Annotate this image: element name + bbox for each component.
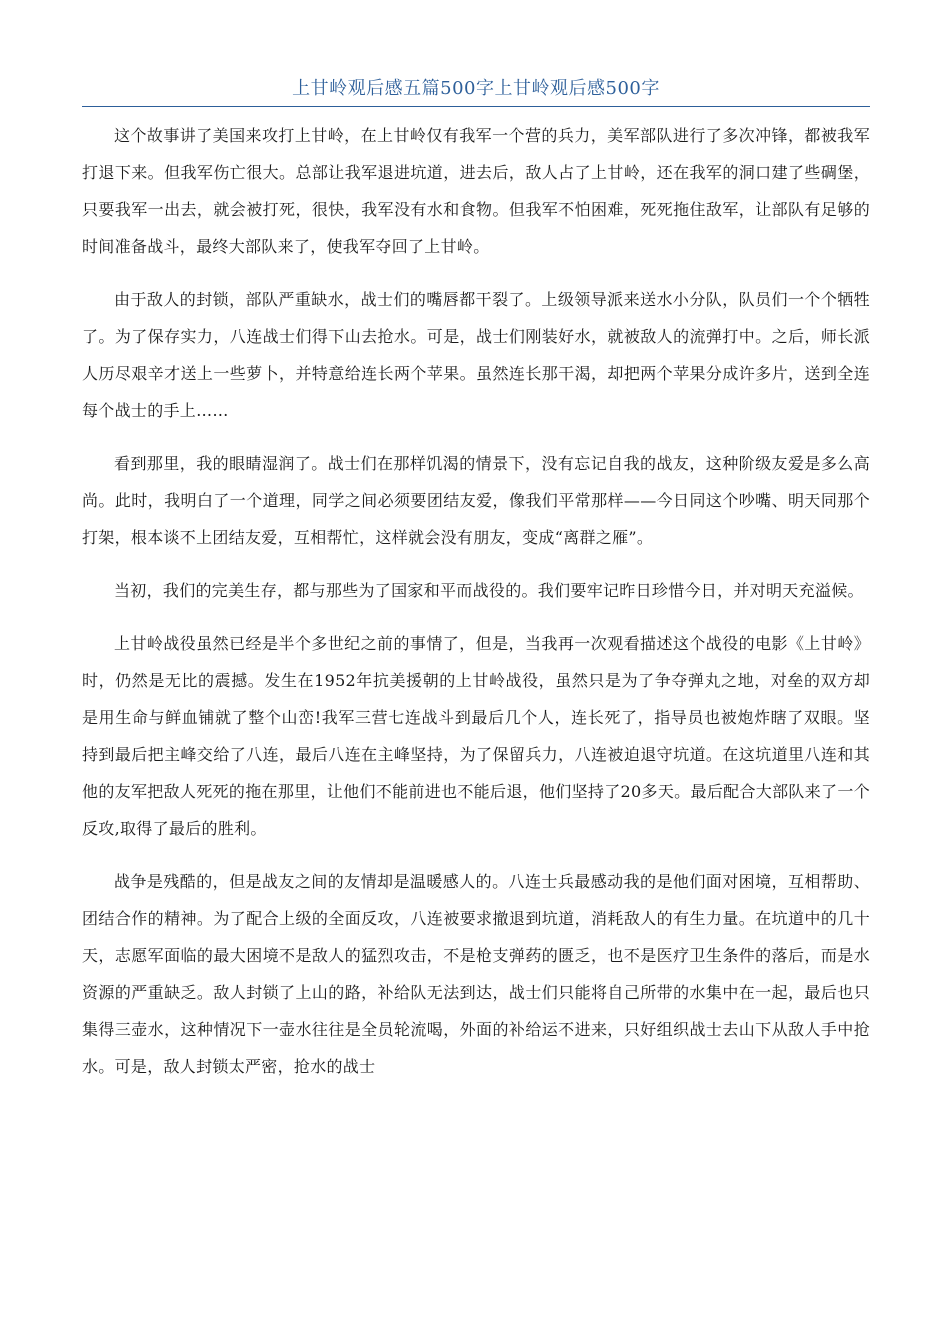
paragraph-4: 当初，我们的完美生存，都与那些为了国家和平而战役的。我们要牢记昨日珍惜今日，并对明天充溢候。 — [114, 581, 864, 600]
document-title: 上甘岭观后感五篇500字上甘岭观后感500字 — [292, 78, 660, 99]
paragraph-3: 看到那里，我的眼睛湿润了。战士们在那样饥渴的情景下，没有忘记自我的战友，这种阶级友爱是多么高尚。此时，我明白了一个道理，同学之间必须要团结友爱，像我们平常那样——今日同这个吵嘴、明天同那个打架，根本谈不上团结友爱，互相帮忙，这样就会没有朋友，变成“离群之雁”。 — [82, 454, 870, 547]
paragraph-2: 由于敌人的封锁，部队严重缺水，战士们的嘴唇都干裂了。上级领导派来送水小分队，队员们一个个牺牲了。为了保存实力，八连战士们得下山去抢水。可是，战士们刚装好水，就被敌人的流弹打中。之后，师长派人历尽艰辛才送上一些萝卜，并特意给连长两个苹果。虽然连长那干渴，却把两个苹果分成许多片，送到全连每个战士的手上…… — [82, 290, 870, 420]
paragraph-6: 战争是残酷的，但是战友之间的友情却是温暖感人的。八连士兵最感动我的是他们面对困境，互相帮助、团结合作的精神。为了配合上级的全面反攻，八连被要求撤退到坑道，消耗敌人的有生力量。在坑道中的几十天，志愿军面临的最大困境不是敌人的猛烈攻击，不是枪支弹药的匮乏，也不是医疗卫生条件的落后，而是水资源的严重缺乏。敌人封锁了上山的路，补给队无法到达，战士们只能将自己所带的水集中在一起，最后也只集得三壶水，这种情况下一壶水往往是全员轮流喝，外面的补给运不进来，只好组织战士去山下从敌人手中抢水。可是，敌人封锁太严密，抢水的战士 — [82, 872, 870, 1076]
paragraph-5: 上甘岭战役虽然已经是半个多世纪之前的事情了，但是，当我再一次观看描述这个战役的电影《上甘岭》时，仍然是无比的震撼。发生在1952年抗美援朝的上甘岭战役，虽然只是为了争夺弹丸之地，对垒的双方却是用生命与鲜血铺就了整个山峦!我军三营七连战斗到最后几个人，连长死了，指导员也被炮炸瞎了双眼。坚持到最后把主峰交给了八连，最后八连在主峰坚持，为了保留兵力，八连被迫退守坑道。在这坑道里八连和其他的友军把敌人死死的拖在那里，让他们不能前进也不能后退，他们坚持了20多天。最后配合大部队来了一个反攻,取得了最后的胜利。 — [82, 634, 870, 838]
document-page — [82, 76, 870, 1101]
paragraph-1: 这个故事讲了美国来攻打上甘岭，在上甘岭仅有我军一个营的兵力，美军部队进行了多次冲锋，都被我军打退下来。但我军伤亡很大。总部让我军退进坑道，进去后，敌人占了上甘岭，还在我军的洞口建了些碉堡，只要我军一出去，就会被打死，很快，我军没有水和食物。但我军不怕困难，死死拖住敌军，让部队有足够的时间准备战斗，最终大部队来了，使我军夺回了上甘岭。 — [82, 126, 870, 256]
title-underline — [82, 106, 870, 107]
